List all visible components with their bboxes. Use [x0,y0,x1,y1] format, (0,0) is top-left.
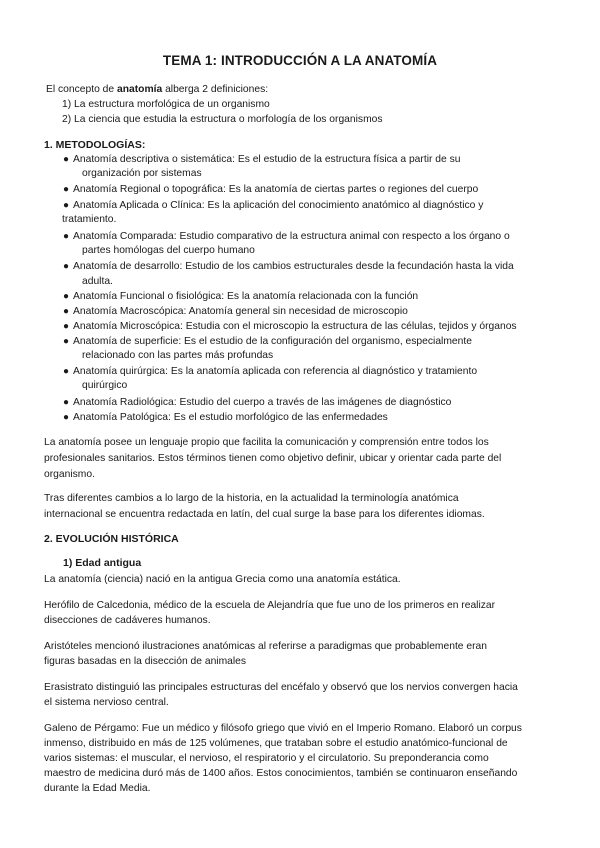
list-item-text: Es la anatomía relacionada con la función [224,291,419,302]
list-item-text: Es el estudio de la configuración del organismo, especialmente [181,336,472,347]
paragraph-line: La anatomía (ciencia) nació en la antigua Grecia como una anatomía estática. [44,574,401,585]
bullet-icon: ● [63,231,70,242]
paragraph-line: durante la Edad Media. [44,783,151,794]
list-item-text: Estudio comparativo de la estructura animal con respecto a los órgano o [176,231,510,242]
list-item-text: Estudia con el microscopio la estructura de las células, tejidos y órganos [182,321,517,332]
paragraph-line: La anatomía posee un lenguaje propio que facilita la comunicación y comprensión entre todos los [44,437,489,448]
definition-2: 2) La ciencia que estudia la estructura o morfología de los organismos [62,114,383,125]
list-item-term: Anatomía Radiológica: [73,397,177,408]
paragraph-line: Erasistrato distinguió las principales estructuras del encéfalo y observó que los nervios convergen hacia [44,682,518,693]
list-item-term: Anatomía quirúrgica: [73,366,169,377]
paragraph-line: inmenso, distribuido en más de 125 volúmenes, que trataban sobre el estudio anatómico-funcional de [44,738,508,749]
paragraph-line: organismo. [44,469,95,480]
list-item [73,364,477,380]
list-item-text: Es la anatomía aplicada con referencia al diagnóstico y tratamiento [168,366,478,377]
list-item-text: Estudio de los cambios estructurales desde la fecundación hasta la vida [182,261,514,272]
bullet-icon: ● [63,366,70,377]
paragraph-line: profesionales sanitarios. Estos términos tienen como objetivo definir, ubicar y orientar cada parte del [44,453,502,464]
list-item [73,259,514,275]
paragraph-line: Galeno de Pérgamo: Fue un médico y filósofo griego que vivió en el Imperio Romano. Elaboró un corpus [44,723,522,734]
list-item-term: Anatomía Macroscópica: [73,306,187,317]
bullet-icon: ● [63,261,70,272]
intro-keyword: anatomía [116,84,163,95]
list-item-text: Es el estudio morfológico de las enfermedades [170,412,388,423]
subsection-heading: 1) Edad antigua [63,557,142,569]
list-item-text: Es la anatomía de ciertas partes o regiones del cuerpo [225,184,479,195]
list-item-term: Anatomía Funcional o fisiológica: [73,291,225,302]
intro-pre: El concepto de [46,84,117,95]
list-item [73,410,388,426]
list-item [73,319,517,335]
list-item-term: Anatomía Comparada: [73,231,177,242]
list-item-text: Es el estudio de la estructura física a partir de su [234,154,461,165]
list-item-term: Anatomía Aplicada o Clínica: [73,200,205,211]
list-item [73,304,408,320]
list-item [73,198,483,214]
list-item-term: Anatomía descriptiva o sistemática: [73,154,235,165]
definition-1: 1) La estructura morfológica de un organismo [62,99,270,110]
list-item-text: Estudio del cuerpo a través de las imágenes de diagnóstico [176,397,452,408]
bullet-icon: ● [63,336,70,347]
list-item-term: Anatomía Regional o topográfica: [73,184,226,195]
bullet-icon: ● [63,397,70,408]
bullet-icon: ● [63,321,70,332]
list-item-term: Anatomía Patológica: [73,412,171,423]
section-2-heading: 2. EVOLUCIÓN HISTÓRICA [44,533,179,545]
paragraph-line: Tras diferentes cambios a lo largo de la historia, en la actualidad la terminología anatómica [44,493,459,504]
paragraph-line: figuras basadas en la disección de animales [44,656,247,667]
list-item-continuation: quirúrgico [82,380,128,391]
bullet-icon: ● [63,412,70,423]
paragraph-line: el sistema nervioso central. [44,697,169,708]
list-item-continuation: relacionado con las partes más profundas [82,350,274,361]
list-item-continuation: adulta. [82,276,113,287]
list-item-term: Anatomía de superficie: [73,336,182,347]
paragraph-line: varios sistemas: el muscular, el nervioso, el respiratorio y el circulatorio. Su preponderancia como [44,753,489,764]
list-item [73,395,451,411]
paragraph-line: Herófilo de Calcedonia, médico de la escuela de Alejandría que fue uno de los primeros en realizar [44,600,496,611]
paragraph-line: maestro de medicina duró más de 1400 años. Estos conocimientos, también se continuaron enseñando [44,768,518,779]
list-item-continuation: partes homólogas del cuerpo humano [82,245,255,256]
intro-line [46,82,268,98]
list-item-continuation: tratamiento. [62,214,117,225]
list-item-term: Anatomía Microscópica: [73,321,183,332]
paragraph-line: internacional se encuentra redactada en latín, del cual surge la base para los diferentes idiomas. [44,509,485,520]
bullet-icon: ● [63,200,70,211]
bullet-icon: ● [63,184,70,195]
list-item-text: Anatomía general sin necesidad de microscopio [186,306,408,317]
bullet-icon: ● [63,154,70,165]
paragraph-line: disecciones de cadáveres humanos. [44,615,211,626]
list-item [73,182,478,198]
list-item-term: Anatomía de desarrollo: [73,261,183,272]
section-1-heading: 1. METODOLOGÍAS: [44,139,146,151]
bullet-icon: ● [63,306,70,317]
list-item-continuation: organización por sistemas [82,168,202,179]
list-item-text: Es la aplicación del conocimiento anatómico al diagnóstico y [204,200,484,211]
paragraph-line: Aristóteles mencionó ilustraciones anatómicas al referirse a paradigmas que probablemente eran [44,641,488,652]
page-title: TEMA 1: INTRODUCCIÓN A LA ANATOMÍA [162,53,438,68]
intro-post: alberga 2 definiciones: [162,84,269,95]
bullet-icon: ● [63,291,70,302]
list-item [73,289,418,305]
